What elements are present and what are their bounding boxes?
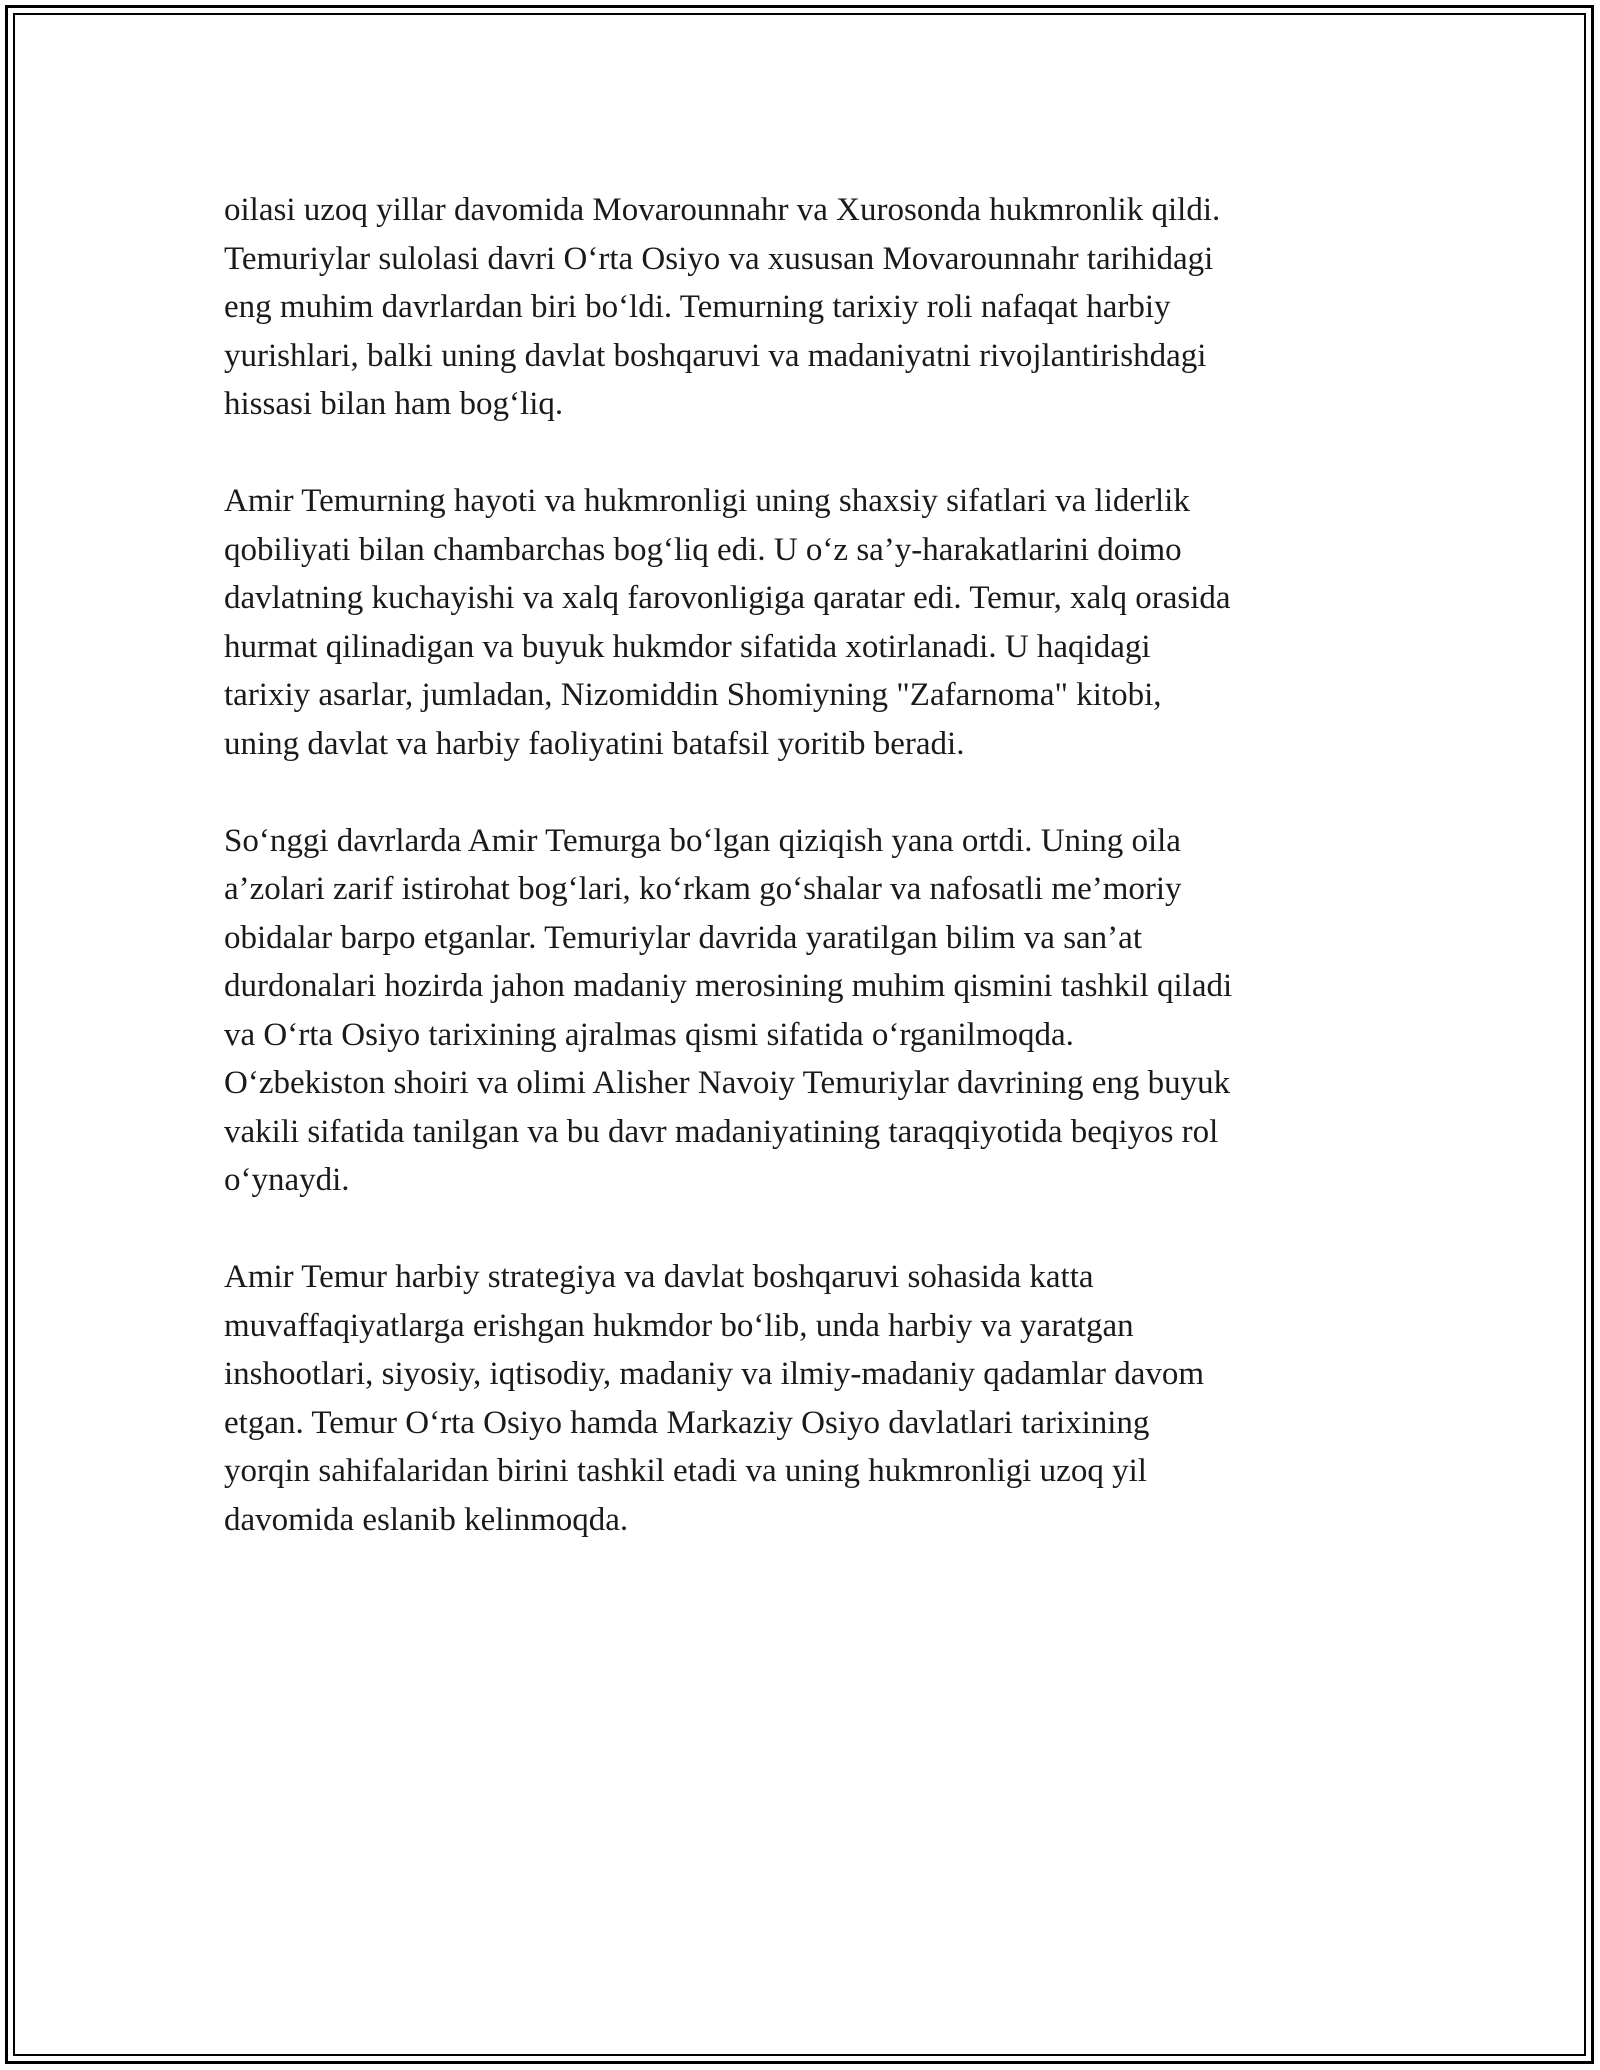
text-line: a’zolari zarif istirohat bog‘lari, ko‘rkam go‘shalar va nafosatli me’moriy: [224, 871, 1182, 907]
text-line: va O‘rta Osiyo tarixining ajralmas qismi sifatida o‘rganilmoqda.: [224, 1016, 1074, 1053]
text-line: obidalar barpo etganlar. Temuriylar davrida yaratilgan bilim va san’at: [224, 919, 1142, 956]
text-line: etgan. Temur O‘rta Osiyo hamda Markaziy Osiyo davlatlari tarixining: [224, 1404, 1150, 1441]
paragraph-1: [224, 186, 1404, 429]
text-line: durdonalari hozirda jahon madaniy merosining muhim qismini tashkil qiladi: [224, 968, 1233, 1004]
text-line: hissasi bilan ham bog‘liq.: [224, 386, 564, 422]
text-line: qobiliyati bilan chambarchas bog‘liq edi. U o‘z sa’y-harakatlarini doimo: [224, 531, 1182, 568]
text-line: So‘nggi davrlarda Amir Temurga bo‘lgan qiziqish yana ortdi. Uning oila: [224, 822, 1181, 859]
paragraph-3: [224, 817, 1404, 1205]
text-line: davomida eslanib kelinmoqda.: [224, 1501, 629, 1538]
paragraph-2: [224, 477, 1404, 768]
text-line: vakili sifatida tanilgan va bu davr madaniyatining taraqqiyotida beqiyos rol: [224, 1113, 1219, 1150]
text-line: uning davlat va harbiy faoliyatini batafsil yoritib beradi.: [224, 725, 965, 762]
text-line: o‘ynaydi.: [224, 1162, 350, 1198]
text-line: oilasi uzoq yillar davomida Movarounnahr va Xurosonda hukmronlik qildi.: [224, 192, 1221, 228]
text-line: Amir Temurning hayoti va hukmronligi uning shaxsiy sifatlari va liderlik: [224, 483, 1190, 519]
text-line: eng muhim davrlardan biri bo‘ldi. Temurning tarixiy roli nafaqat harbiy: [224, 289, 1171, 325]
text-line: tarixiy asarlar, jumladan, Nizomiddin Shomiyning "Zafarnoma" kitobi,: [224, 677, 1162, 713]
paragraph-4: [224, 1253, 1404, 1544]
text-line: O‘zbekiston shoiri va olimi Alisher Navoiy Temuriylar davrining eng buyuk: [224, 1065, 1231, 1101]
text-line: yurishlari, balki uning davlat boshqaruvi va madaniyatni rivojlantirishdagi: [224, 337, 1207, 374]
document-body: [224, 186, 1404, 1593]
text-line: davlatning kuchayishi va xalq farovonligiga qaratar edi. Temur, xalq orasida: [224, 580, 1231, 616]
text-line: hurmat qilinadigan va buyuk hukmdor sifatida xotirlanadi. U haqidagi: [224, 628, 1151, 665]
text-line: Amir Temur harbiy strategiya va davlat boshqaruvi sohasida katta: [224, 1259, 1094, 1295]
text-line: inshootlari, siyosiy, iqtisodiy, madaniy va ilmiy-madaniy qadamlar davom: [224, 1356, 1205, 1392]
text-line: Temuriylar sulolasi davri O‘rta Osiyo va xususan Movarounnahr tarihidagi: [224, 240, 1214, 277]
text-line: yorqin sahifalaridan birini tashkil etadi va uning hukmronligi uzoq yil: [224, 1453, 1147, 1489]
text-line: muvaffaqiyatlarga erishgan hukmdor bo‘lib, unda harbiy va yaratgan: [224, 1307, 1134, 1344]
